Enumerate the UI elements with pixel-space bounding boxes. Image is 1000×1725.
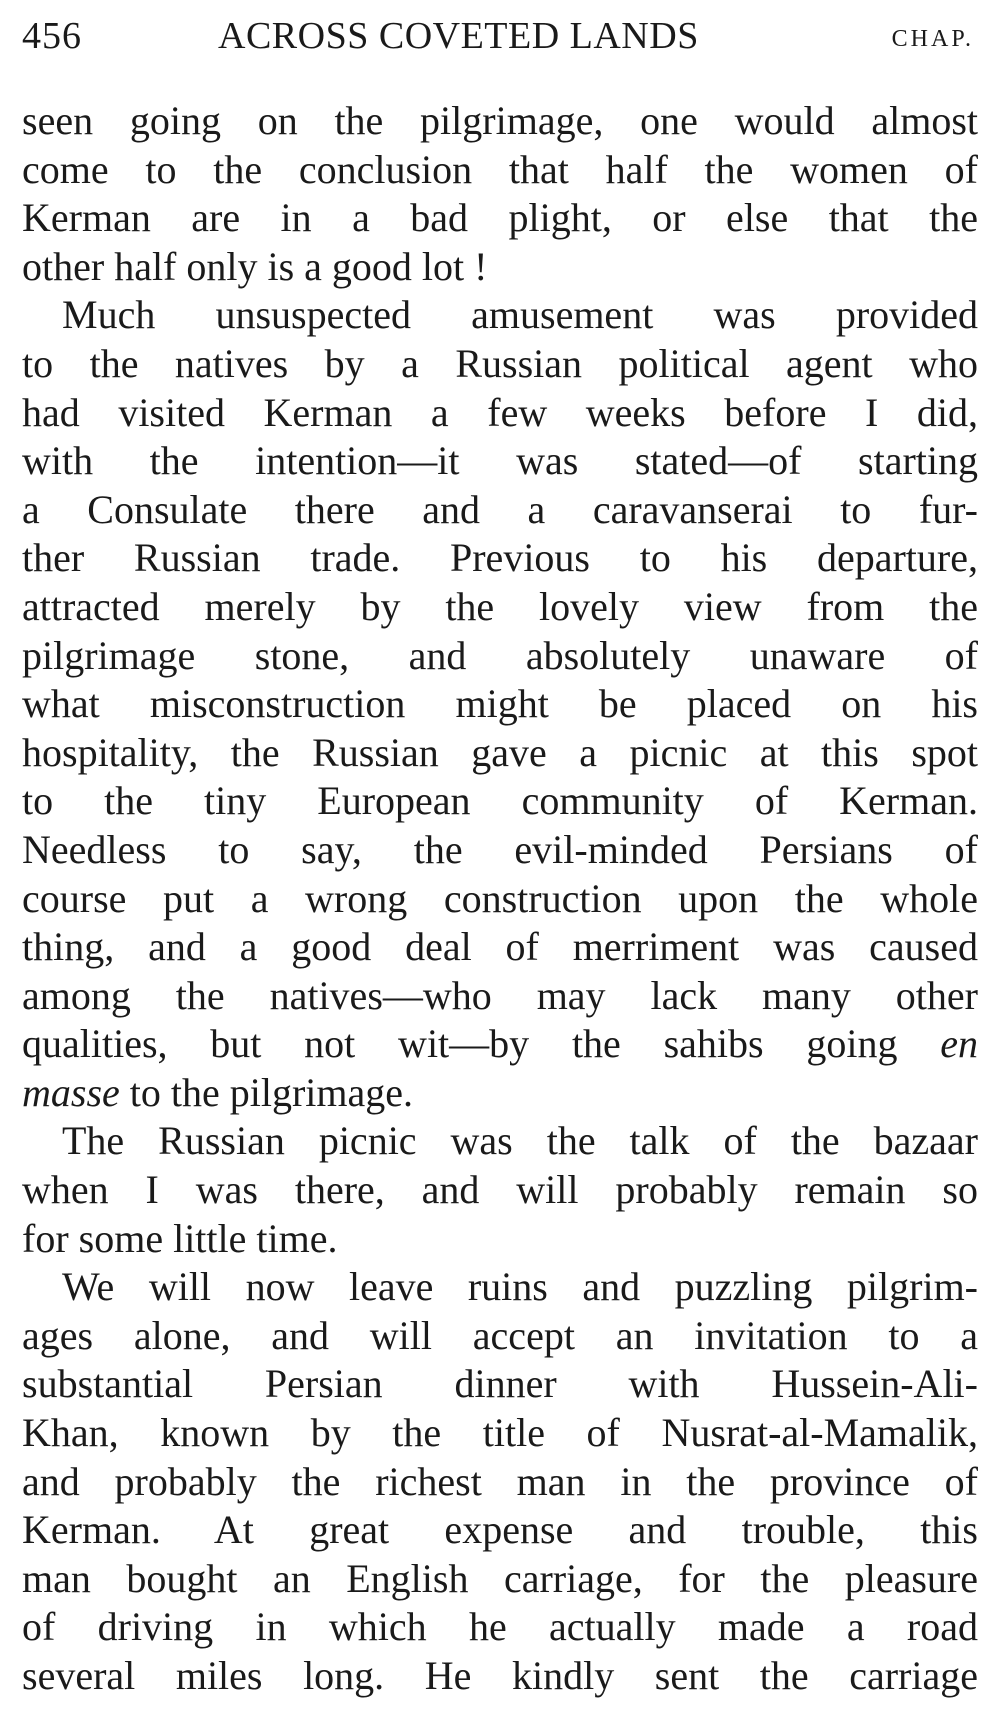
text-line: We will now leave ruins and puzzling pilgrim- (62, 1264, 978, 1310)
text-line: ther Russian trade. Previous to his departure, (22, 535, 978, 581)
italic-word: masse (22, 1069, 120, 1115)
paragraph (22, 97, 978, 291)
paragraph (22, 291, 978, 1117)
text-line-content: to the pilgrimage. (119, 1069, 414, 1115)
text-line: course put a wrong construction upon the whole (22, 875, 978, 921)
running-chapter-label: CHAP. (891, 26, 974, 52)
text-line: come to the conclusion that half the women of (22, 146, 978, 192)
text-line: several miles long. He kindly sent the carriage (22, 1653, 978, 1698)
paragraph (22, 1263, 978, 1700)
text-line: and probably the richest man in the province of (22, 1458, 978, 1504)
text-line: seen going on the pilgrimage, one would almost (22, 98, 978, 143)
text-line: other half only is a good lot ! (22, 243, 488, 289)
text-line (22, 1069, 978, 1118)
italic-word: en (940, 1021, 978, 1067)
text-line: of driving in which he actually made a road (22, 1604, 978, 1650)
text-line: with the intention—it was stated—of starting (22, 438, 978, 484)
text-line: man bought an English carriage, for the pleasure (22, 1555, 978, 1601)
text-line: to the tiny European community of Kerman. (22, 778, 978, 824)
text-line: thing, and a good deal of merriment was caused (22, 924, 978, 970)
text-line-content: qualities, but not wit—by the sahibs going (22, 1021, 898, 1067)
text-line: hospitality, the Russian gave a picnic at this spot (22, 729, 978, 775)
text-line: among the natives—who may lack many other (22, 972, 978, 1018)
text-line: Needless to say, the evil-minded Persians of (22, 826, 978, 872)
text-line: Kerman are in a bad plight, or else that the (22, 195, 978, 241)
text-line (22, 1020, 978, 1069)
running-title: ACROSS COVETED LANDS (218, 15, 699, 57)
text-line: what misconstruction might be placed on his (22, 681, 978, 727)
text-line: had visited Kerman a few weeks before I did, (22, 389, 978, 435)
text-line: for some little time. (22, 1215, 338, 1261)
text-line: Khan, known by the title of Nusrat-al-Mamalik, (22, 1410, 978, 1456)
text-line: attracted merely by the lovely view from the (22, 583, 978, 629)
text-line: Kerman. At great expense and trouble, this (22, 1507, 978, 1553)
text-line: ages alone, and will accept an invitation to a (22, 1312, 978, 1358)
text-line: The Russian picnic was the talk of the bazaar (62, 1118, 978, 1164)
text-line: pilgrimage stone, and absolutely unaware of (22, 632, 978, 678)
page-number: 456 (22, 15, 82, 57)
paragraph (22, 1117, 978, 1263)
body-text (22, 97, 978, 1701)
text-line: when I was there, and will probably remain so (22, 1167, 978, 1213)
text-line: substantial Persian dinner with Hussein-Ali- (22, 1361, 978, 1407)
text-line: to the natives by a Russian political agent who (22, 340, 978, 386)
running-head (22, 14, 982, 64)
text-line: Much unsuspected amusement was provided (62, 292, 978, 338)
text-line: a Consulate there and a caravanserai to fur- (22, 486, 978, 532)
